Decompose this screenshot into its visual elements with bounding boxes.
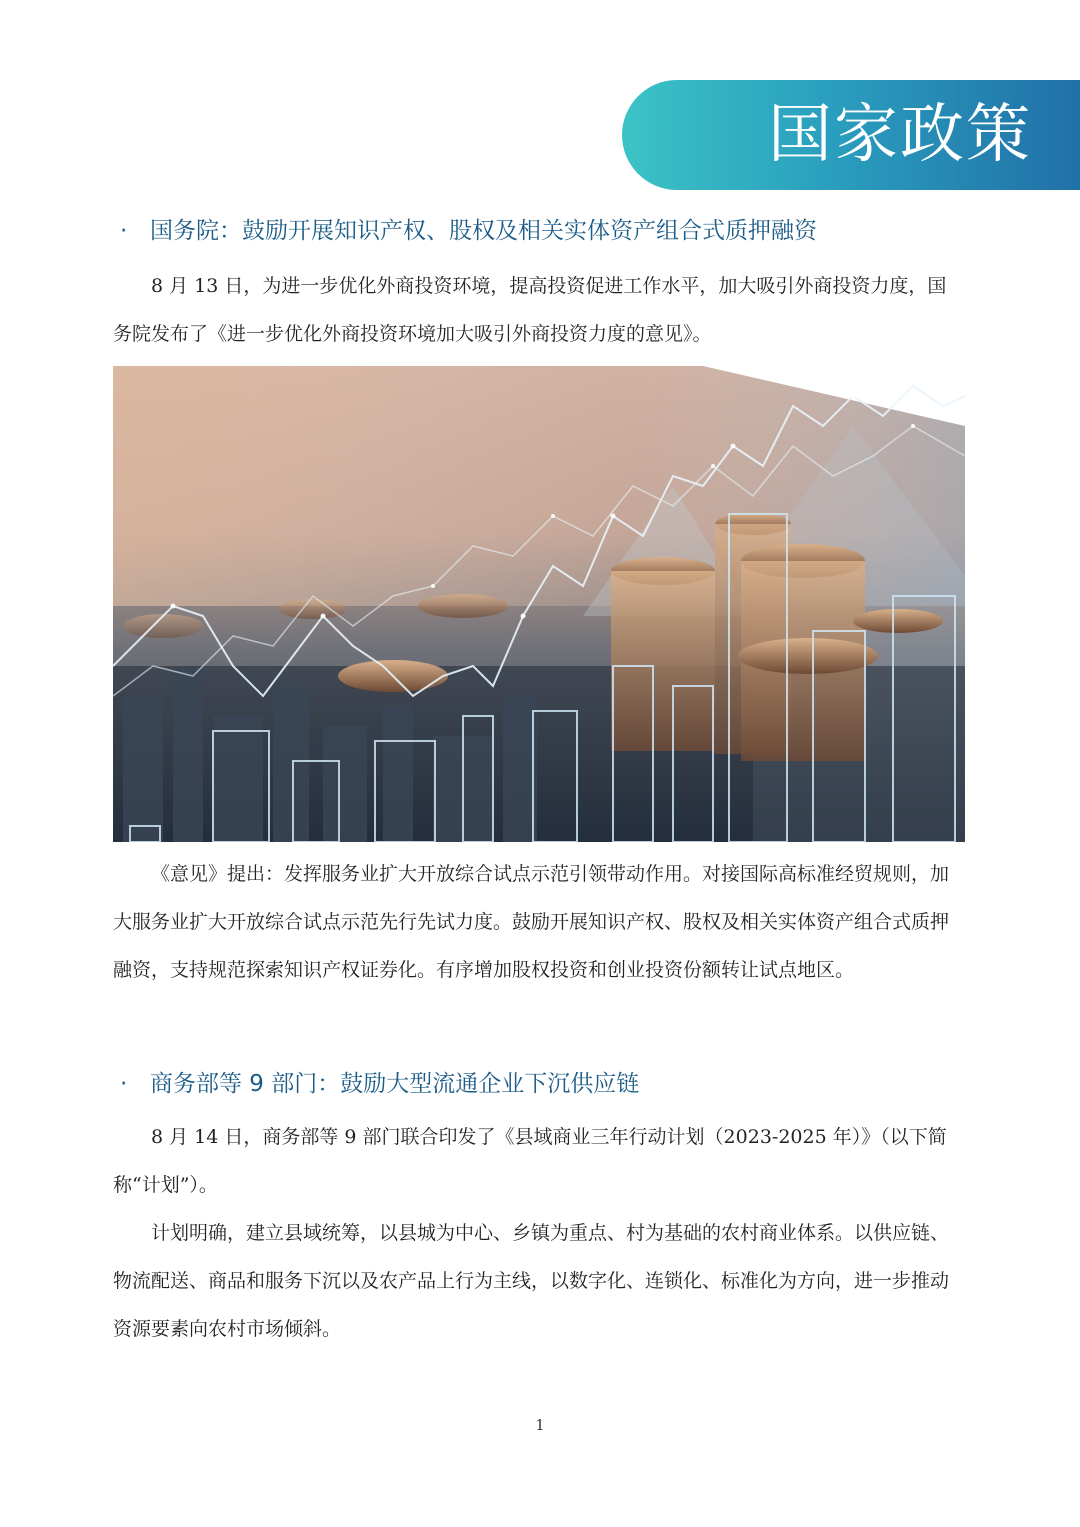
bullet-icon: · [120,218,128,244]
section-heading-ministry-commerce [120,1065,639,1098]
paragraph: 8 月 13 日，为进一步优化外商投资环境，提高投资促进工作水平，加大吸引外商投资力度，国务院发布了《进一步优化外商投资环境加大吸引外商投资力度的意见》。 [113,275,947,345]
paragraph: 计划明确，建立县域统筹，以县城为中心、乡镇为重点、村为基础的农村商业体系。以供应链、物流配送、商品和服务下沉以及农产品上行为主线，以数字化、连锁化、标准化为方向，进一步推动资源要素向农村市场倾斜。 [113,1222,950,1340]
paragraph: 《意见》提出：发挥服务业扩大开放综合试点示范引领带动作用。对接国际高标准经贸规则，加大服务业扩大开放综合试点示范先行先试力度。鼓励开展知识产权、股权及相关实体资产组合式质押融资，支持规范探索知识产权证券化。有序增加股权投资和创业投资份额转让试点地区。 [113,863,950,981]
banner-title: 国家政策 [768,98,1032,172]
page-number: 1 [535,1416,545,1434]
section-heading-state-council [120,212,817,245]
heading-text: 国务院：鼓励开展知识产权、股权及相关实体资产组合式质押融资 [150,218,817,244]
heading-text: 商务部等 9 部门：鼓励大型流通企业下沉供应链 [150,1071,640,1097]
paragraph: 8 月 14 日，商务部等 9 部门联合印发了《县域商业三年行动计划（2023-2025 年）》（以下简称“计划”）。 [113,1126,947,1196]
bullet-icon: · [120,1071,128,1097]
finance-photo [113,366,965,842]
